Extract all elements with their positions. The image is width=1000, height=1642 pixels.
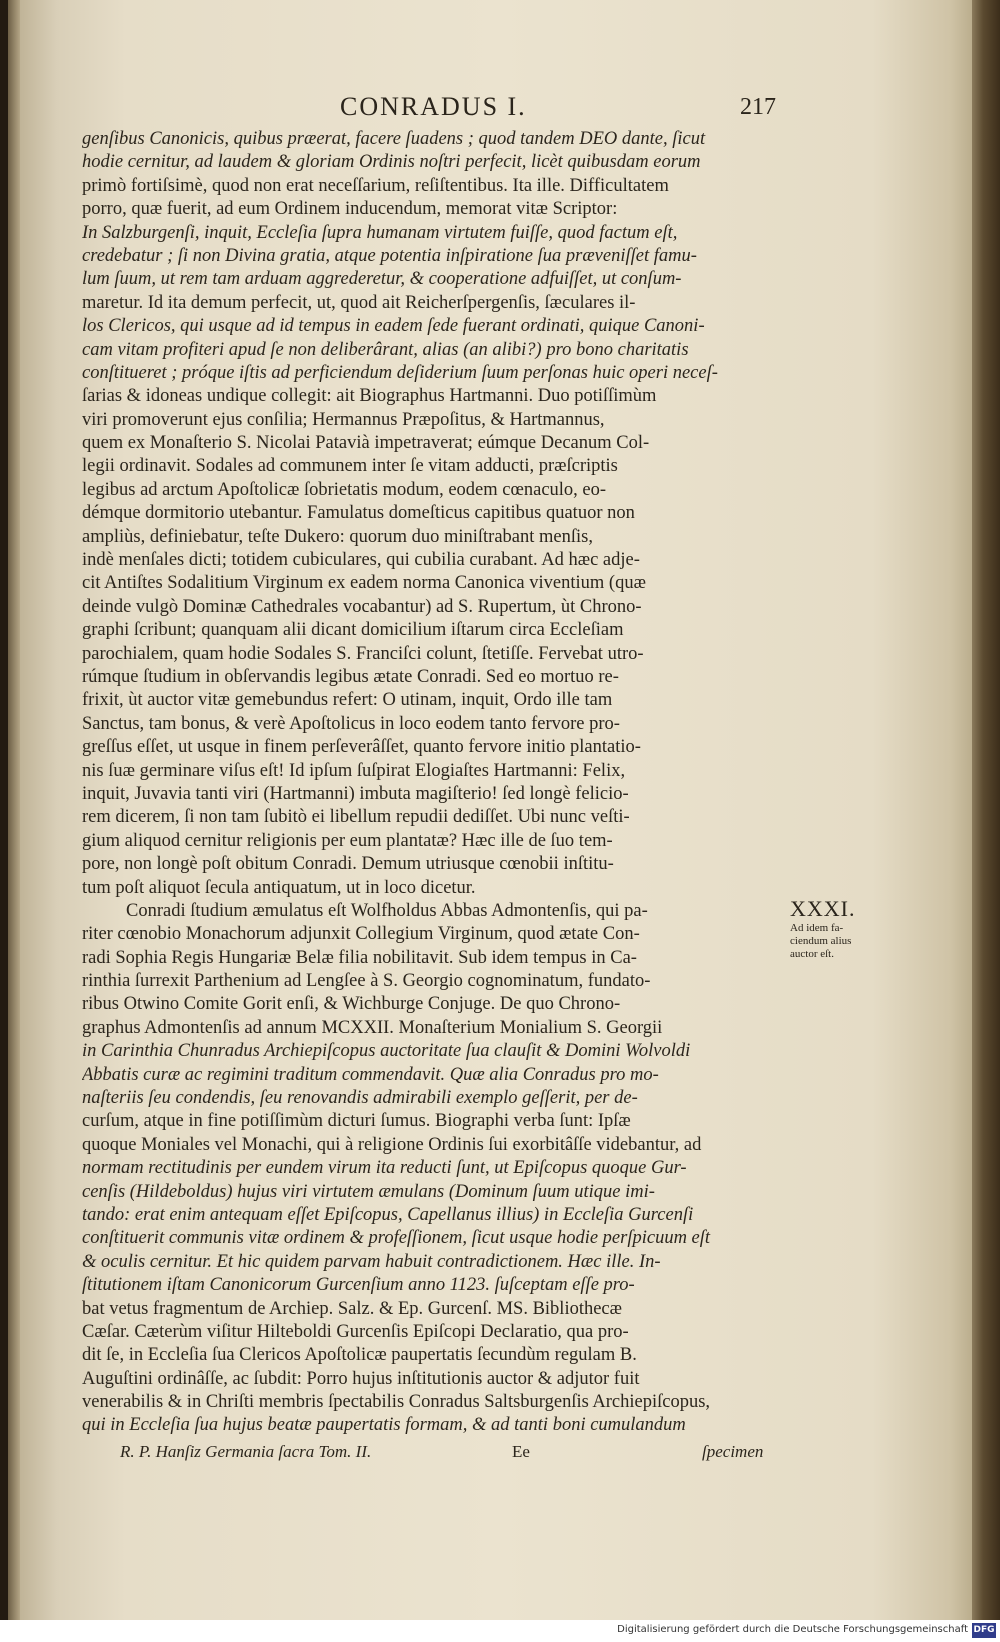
text-line: rinthia ſurrexit Parthenium ad Lengſee à S. Georgio cognominatum, fundato-: [82, 971, 651, 992]
margin-note: [790, 896, 866, 960]
text-line: Cæſar. Cæterùm viſitur Hilteboldi Gurcenſis Epiſcopi Declaratio, qua pro-: [82, 1321, 629, 1342]
text-line: genſibus Canonicis, quibus præerat, facere ſuadens ; quod tandem DEO dante, ſicut: [82, 129, 706, 149]
text-line: in Carinthia Chunradus Archiepiſcopus auctoritate ſua clauſit & Domini Wolvoldi: [82, 1041, 691, 1062]
text-line: inquit, Juvavia tanti viri (Hartmanni) imbuta magiſterio! ſed longè felicio-: [82, 783, 629, 804]
text-line: deinde vulgò Dominæ Cathedrales vocabantur) ad S. Rupertum, ùt Chrono-: [82, 596, 642, 617]
text-line: curſum, atque in fine potiſſimùm dicturi ſumus. Biographi verba ſunt: Ipſæ: [82, 1111, 631, 1132]
text-line: venerabilis & in Chriſti membris ſpectabilis Conradus Saltsburgenſis Archiepiſcopus,: [82, 1392, 711, 1413]
text-line: greſſus eſſet, ut usque in finem perſeverâſſet, quanto fervore initio plantatio-: [82, 737, 641, 758]
text-line: porro, quæ fuerit, ad eum Ordinem inducendum, memorat vitæ Scriptor:: [82, 199, 618, 220]
running-head: CONRADUS I.: [340, 92, 527, 121]
dfg-logo: DFG: [972, 1623, 996, 1638]
text-line: tando: erat enim antequam eſſet Epiſcopus, Capellanus illius) in Eccleſia Gurcenſi: [82, 1204, 694, 1225]
text-line: dit ſe, in Eccleſia ſua Clericos Apoſtolicæ paupertatis ſecundùm regulam B.: [82, 1345, 637, 1366]
text-line: cam vitam profiteri apud ſe non deliberârant, alias (an alibi?) pro bono charitatis: [82, 339, 689, 360]
text-line: Abbatis curæ ac regimini traditum commendavit. Quæ alia Conradus pro mo-: [82, 1064, 659, 1085]
text-line: indè menſales dicti; totidem cubiculares, qui cubilia curabant. Ad hæc adje-: [82, 550, 640, 571]
text-line: radi Sophia Regis Hungariæ Belæ filia nobilitavit. Sub idem tempus in Ca-: [82, 947, 637, 968]
text-line: riter cœnobio Monachorum adjunxit Collegium Virginum, quod ætate Con-: [82, 924, 640, 945]
text-line: Sanctus, tam bonus, & verè Apoſtolicus in loco eodem tanto fervore pro-: [82, 713, 620, 734]
book-edge: [972, 0, 1000, 1620]
text-line: rem dicerem, ſi non tam ſubitò ei libellum repudii dediſſet. Ubi nunc veſti-: [82, 807, 630, 828]
margin-note-line: auctor eſt.: [790, 948, 834, 960]
text-line: ribus Otwino Comite Gorit enſi, & Wichburge Conjuge. De quo Chrono-: [82, 994, 621, 1015]
text-line: legii ordinavit. Sodales ad communem inter ſe vitam adducti, præſcriptis: [82, 456, 618, 477]
text-line: conſtitueret ; próque iſtis ad perficiendum deſiderium ſuum perſonas huic operi neceſ-: [82, 362, 718, 383]
text-line: ſtitutionem iſtam Canonicorum Gurcenſium anno 1123. ſuſceptam eſſe pro-: [82, 1275, 635, 1296]
page-footer-line: [82, 1442, 782, 1466]
margin-note-number: XXXI.: [790, 896, 856, 921]
digitization-footer: [0, 1620, 1000, 1642]
margin-note-line: Ad idem fa-: [790, 922, 844, 934]
text-line: naſteriis ſeu condendis, ſeu renovandis admirabili exemplo geſſerit, per de-: [82, 1088, 638, 1109]
text-line: Auguſtini ordinâſſe, ac ſubdit: Porro hujus inſtitutionis auctor & adjutor fuit: [82, 1368, 640, 1389]
text-line: ampliùs, definiebatur, teſte Dukero: quorum duo miniſtrabant menſis,: [82, 526, 593, 547]
footer-credit: Digitalisierung gefördert durch die Deutsche Forschungsgemeinschaft: [617, 1624, 968, 1635]
text-line: rúmque ſtudium in obſervandis legibus ætate Conradi. Sed eo mortuo re-: [82, 666, 619, 687]
text-line: viri promoverunt ejus conſilia; Hermannus Præpoſitus, & Hartmannus,: [82, 409, 605, 430]
margin-note-line: ciendum alius: [790, 935, 852, 947]
text-line: normam rectitudinis per eundem virum ita reducti ſunt, ut Epiſcopus quoque Gur-: [82, 1158, 687, 1179]
text-line: démque dormitorio utebantur. Famulatus domeſticus capitibus quatuor non: [82, 503, 635, 524]
catchword: ſpecimen: [702, 1442, 764, 1461]
text-line: ſarias & idoneas undique collegit: ait Biographus Hartmanni. Duo potiſſimùm: [82, 386, 657, 407]
text-line: maretur. Id ita demum perfecit, ut, quod ait Reicherſpergenſis, ſæculares il-: [82, 292, 636, 313]
text-line: graphus Admontenſis ad annum MCXXII. Monaſterium Monialium S. Georgii: [82, 1017, 663, 1038]
text-line: parochialem, quam hodie Sodales S. Franciſci colunt, ſtetiſſe. Fervebat utro-: [82, 643, 644, 664]
text-line: frixit, ùt auctor vitæ gemebundus refert: O utinam, inquit, Ordo ille tam: [82, 690, 613, 711]
text-line: cit Antiſtes Sodalitium Virginum ex eadem norma Canonica viventium (quæ: [82, 573, 646, 594]
text-line: graphi ſcribunt; quanquam alii dicant domicilium iſtarum circa Eccleſiam: [82, 620, 624, 641]
text-line: primò fortiſsimè, quod non erat neceſſarium, reſiſtentibus. Ita ille. Difficultatem: [82, 175, 669, 196]
text-line: hodie cernitur, ad laudem & gloriam Ordinis noſtri perfecit, licèt quibusdam eorum: [82, 152, 701, 173]
text-line: credebatur ; ſi non Divina gratia, atque potentia inſpiratione ſua præveniſſet famu-: [82, 245, 697, 266]
text-line: gium aliquod cernitur religionis per eum plantatæ? Hæc ille de ſuo tem-: [82, 830, 613, 851]
text-line: & oculis cernitur. Et hic quidem parvam habuit contradictionem. Hæc ille. In-: [82, 1251, 661, 1272]
text-line: qui in Eccleſia ſua hujus beatæ paupertatis formam, & ad tanti boni cumulandum: [82, 1415, 686, 1436]
signature-mark: Ee: [512, 1442, 530, 1461]
text-line: lum ſuum, ut rem tam arduam aggrederetur, & cooperatione adfuiſſet, ut conſum-: [82, 269, 682, 290]
text-line: legibus ad arctum Apoſtolicæ ſobrietatis modum, eodem cœnaculo, eo-: [82, 479, 607, 500]
text-line: quem ex Monaſterio S. Nicolai Patavià impetraverat; eúmque Decanum Col-: [82, 433, 650, 454]
text-line: quoque Moniales vel Monachi, qui à religione Ordinis ſui exorbitâſſe videbantur, ad: [82, 1134, 702, 1155]
page-header: [80, 84, 780, 124]
text-line: Conradi ſtudium æmulatus eſt Wolfholdus Abbas Admontenſis, qui pa-: [126, 900, 648, 921]
text-line: tum poſt aliquot ſecula antiquatum, ut in loco dicetur.: [82, 877, 476, 898]
text-line: nis ſuæ germinare viſus eſt! Id ipſum ſuſpirat Elogiaſtes Hartmanni: Felix,: [82, 760, 626, 781]
text-line: bat vetus fragmentum de Archiep. Salz. & Ep. Gurcenſ. MS. Bibliothecæ: [82, 1298, 622, 1319]
text-line: cenſis (Hildeboldus) hujus viri virtutem æmulans (Dominum ſuum utique imi-: [82, 1181, 655, 1202]
signature-line: R. P. Hanſiz Germania ſacra Tom. II.: [120, 1442, 372, 1461]
text-line: los Clericos, qui usque ad id tempus in eadem ſede fuerant ordinati, quique Canoni-: [82, 316, 705, 337]
page-number: 217: [740, 94, 776, 120]
page-gutter: [8, 0, 20, 1620]
text-line: pore, non longè poſt obitum Conradi. Demum utriusque cœnobii inſtitu-: [82, 854, 614, 875]
body-text: [82, 128, 782, 1438]
text-line: In Salzburgenſi, inquit, Eccleſia ſupra humanam virtutem fuiſſe, quod factum eſt,: [82, 222, 678, 243]
text-line: conſtituerit communis vitæ ordinem & profeſſionem, ſicut usque hodie perſpicuum eſt: [82, 1228, 711, 1249]
